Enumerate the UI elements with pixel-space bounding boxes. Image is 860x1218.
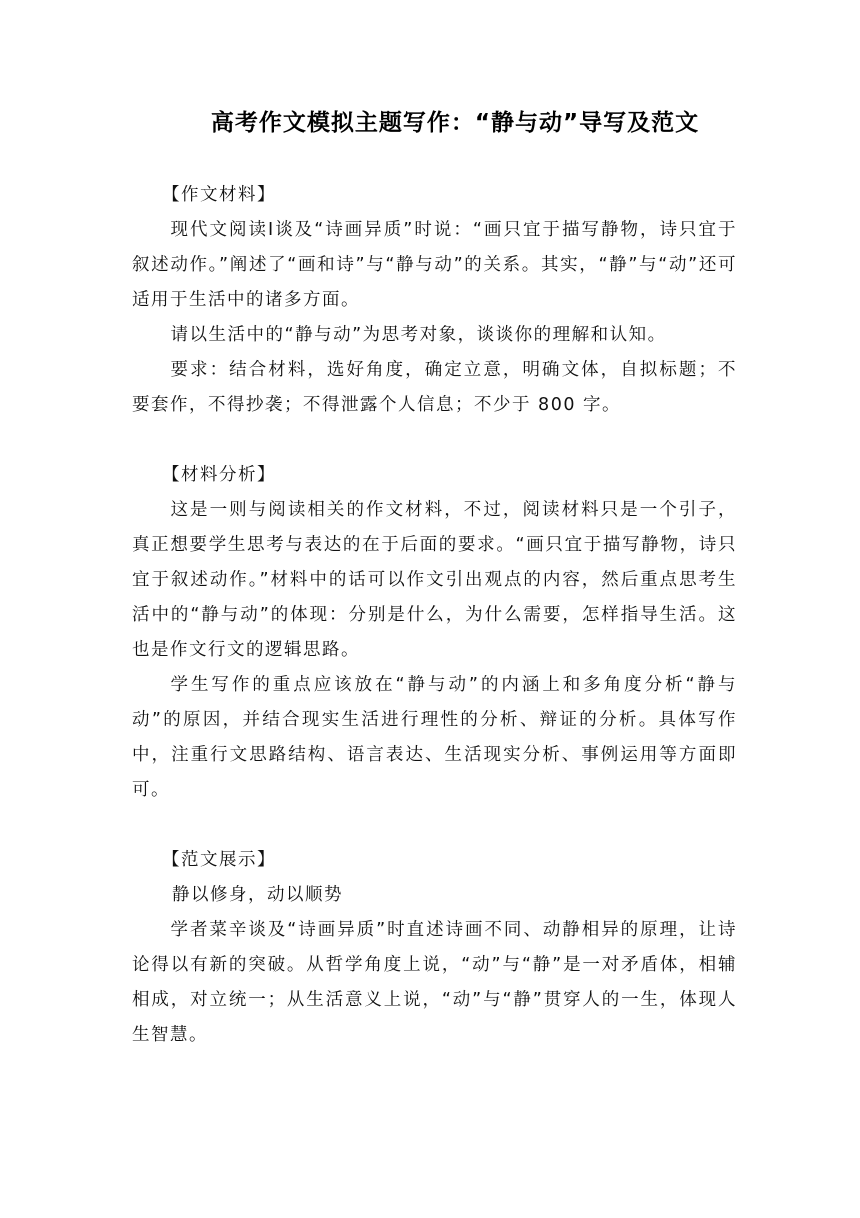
material-paragraph: 现代文阅读Ⅰ谈及“诗画异质”时说：“画只宜于描写静物，诗只宜于叙述动作。”阐述了“画和诗”与“静与动”的关系。其实，“静”与“动”还可适用于生活中的诸多方面。 <box>132 220 737 310</box>
essay-title: 静以修身，动以顺势 <box>172 885 343 905</box>
essay-paragraph: 学者菜辛谈及“诗画异质”时直述诗画不同、动静相异的原理，让诗论得以有新的突破。从哲学角度上说，“动”与“静”是一对矛盾体，相辅相成，对立统一；从生活意义上说，“动”与“静”贯穿人的一生，体现人生智慧。 <box>132 920 737 1045</box>
document-title: 高考作文模拟主题写作：“静与动”导写及范文 <box>210 110 700 136</box>
material-heading: 【作文材料】 <box>162 185 276 205</box>
analysis-heading: 【材料分析】 <box>162 465 276 485</box>
document-body <box>132 178 737 1053</box>
analysis-paragraph: 这是一则与阅读相关的作文材料，不过，阅读材料只是一个引子，真正想要学生思考与表达的在于后面的要求。“画只宜于描写静物，诗只宜于叙述动作。”材料中的话可以作文引出观点的内容，然后重点思考生活中的“静与动”的体现：分别是什么，为什么需要，怎样指导生活。这也是作文行文的逻辑思路。 <box>132 500 737 660</box>
sample-heading: 【范文展示】 <box>162 850 276 870</box>
section-spacer <box>132 808 737 843</box>
analysis-paragraph: 学生写作的重点应该放在“静与动”的内涵上和多角度分析“静与动”的原因，并结合现实生活进行理性的分析、辩证的分析。具体写作中，注重行文思路结构、语言表达、生活现实分析、事例运用等方面即可。 <box>132 675 737 800</box>
material-paragraph: 要求：结合材料，选好角度，确定立意，明确文体，自拟标题；不要套作，不得抄袭；不得泄露个人信息；不少于 800 字。 <box>132 360 737 415</box>
section-spacer <box>132 423 737 458</box>
material-paragraph: 请以生活中的“静与动”为思考对象，谈谈你的理解和认知。 <box>170 325 667 345</box>
